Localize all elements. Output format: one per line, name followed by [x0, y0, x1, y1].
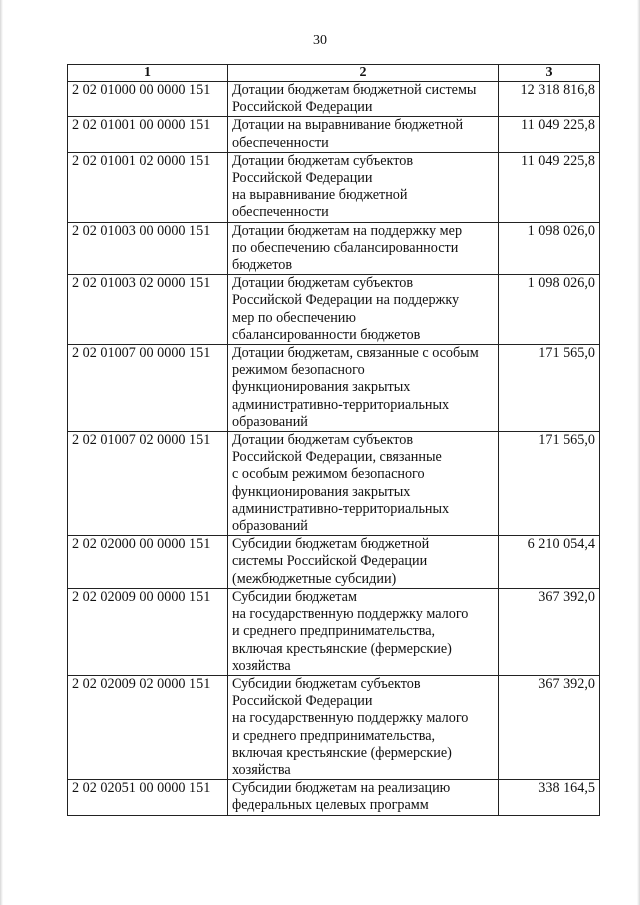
amount-cell: 338 164,5 [499, 780, 600, 815]
budget-table [67, 64, 600, 816]
description-line: Российской Федерации на поддержку [232, 292, 460, 309]
page-number: 30 [313, 33, 327, 48]
description-line: с особым режимом безопасного [232, 466, 425, 483]
description-line: Дотации бюджетам субъектов [232, 275, 414, 292]
scan-edge-left [0, 0, 3, 905]
description-line: по обеспечению сбалансированности [232, 239, 459, 256]
budget-code-cell: 2 02 01003 00 0000 151 [68, 222, 228, 275]
description-line: сбалансированности бюджетов [232, 326, 421, 343]
table-row [68, 432, 600, 536]
description-line: обеспеченности [232, 134, 329, 151]
description-line: Дотации бюджетам субъектов [232, 432, 414, 449]
description-line: Дотации бюджетам, связанные с особым [232, 345, 479, 362]
budget-code-cell: 2 02 01007 00 0000 151 [68, 345, 228, 432]
budget-code-cell: 2 02 02000 00 0000 151 [68, 536, 228, 589]
table-row [68, 117, 600, 152]
description-line: федеральных целевых программ [232, 797, 429, 814]
description-line: и среднего предпринимательства, [232, 623, 436, 640]
description-cell [228, 588, 499, 675]
description-cell [228, 82, 499, 117]
budget-code-cell: 2 02 01000 00 0000 151 [68, 82, 228, 117]
description-line: Субсидии бюджетам бюджетной [232, 536, 430, 553]
description-line: образований [232, 518, 308, 535]
description-line: функционирования закрытых [232, 379, 411, 396]
budget-code-cell: 2 02 01001 02 0000 151 [68, 152, 228, 222]
description-cell [228, 536, 499, 589]
amount-cell: 171 565,0 [499, 432, 600, 536]
description-line: административно-территориальных [232, 396, 450, 413]
budget-code-cell: 2 02 01007 02 0000 151 [68, 432, 228, 536]
budget-code-cell: 2 02 02009 02 0000 151 [68, 675, 228, 779]
amount-cell: 11 049 225,8 [499, 152, 600, 222]
description-line: бюджетов [232, 257, 293, 274]
description-cell [228, 152, 499, 222]
description-line: включая крестьянские (фермерские) [232, 744, 452, 761]
description-line: системы Российской Федерации [232, 553, 428, 570]
description-line: включая крестьянские (фермерские) [232, 640, 452, 657]
amount-cell: 367 392,0 [499, 588, 600, 675]
column-header-code: 1 [68, 65, 228, 82]
description-line: Дотации на выравнивание бюджетной [232, 117, 464, 134]
description-line: хозяйства [232, 761, 291, 778]
description-line: Субсидии бюджетам субъектов [232, 675, 421, 692]
description-line: административно-территориальных [232, 500, 450, 517]
description-cell [228, 780, 499, 815]
description-line: Дотации бюджетам на поддержку мер [232, 222, 463, 239]
description-line: Российской Федерации [232, 693, 373, 710]
table-row [68, 222, 600, 275]
description-cell [228, 117, 499, 152]
description-cell [228, 275, 499, 345]
table-row [68, 780, 600, 815]
description-line: на государственную поддержку малого [232, 710, 469, 727]
description-line: хозяйства [232, 657, 291, 674]
amount-cell: 171 565,0 [499, 345, 600, 432]
description-line: Российской Федерации [232, 170, 373, 187]
column-header-amount: 3 [499, 65, 600, 82]
description-line: Российской Федерации [232, 99, 373, 116]
table-header-row [68, 65, 600, 82]
description-line: режимом безопасного [232, 362, 365, 379]
amount-cell: 6 210 054,4 [499, 536, 600, 589]
amount-cell: 1 098 026,0 [499, 222, 600, 275]
description-line: функционирования закрытых [232, 483, 411, 500]
table-row [68, 345, 600, 432]
table-body [68, 82, 600, 816]
table-row [68, 536, 600, 589]
description-cell [228, 432, 499, 536]
description-line: (межбюджетные субсидии) [232, 570, 397, 587]
column-header-description: 2 [228, 65, 499, 82]
amount-cell: 367 392,0 [499, 675, 600, 779]
description-line: и среднего предпринимательства, [232, 727, 436, 744]
description-line: обеспеченности [232, 204, 329, 221]
description-line: на выравнивание бюджетной [232, 187, 408, 204]
table-row [68, 275, 600, 345]
description-line: Дотации бюджетам бюджетной системы [232, 82, 477, 98]
description-line: Российской Федерации, связанные [232, 449, 442, 466]
table-row [68, 588, 600, 675]
amount-cell: 11 049 225,8 [499, 117, 600, 152]
description-cell [228, 345, 499, 432]
description-line: на государственную поддержку малого [232, 606, 469, 623]
description-cell [228, 222, 499, 275]
description-line: Субсидии бюджетам на реализацию [232, 780, 451, 797]
description-cell [228, 675, 499, 779]
table-row [68, 675, 600, 779]
description-line: образований [232, 413, 308, 430]
budget-code-cell: 2 02 02051 00 0000 151 [68, 780, 228, 815]
description-line: Субсидии бюджетам [232, 588, 357, 605]
table-row [68, 82, 600, 117]
description-line: мер по обеспечению [232, 309, 356, 326]
budget-code-cell: 2 02 01001 00 0000 151 [68, 117, 228, 152]
description-line: Дотации бюджетам субъектов [232, 152, 414, 169]
budget-code-cell: 2 02 02009 00 0000 151 [68, 588, 228, 675]
amount-cell: 12 318 816,8 [499, 82, 600, 117]
budget-code-cell: 2 02 01003 02 0000 151 [68, 275, 228, 345]
amount-cell: 1 098 026,0 [499, 275, 600, 345]
table-row [68, 152, 600, 222]
